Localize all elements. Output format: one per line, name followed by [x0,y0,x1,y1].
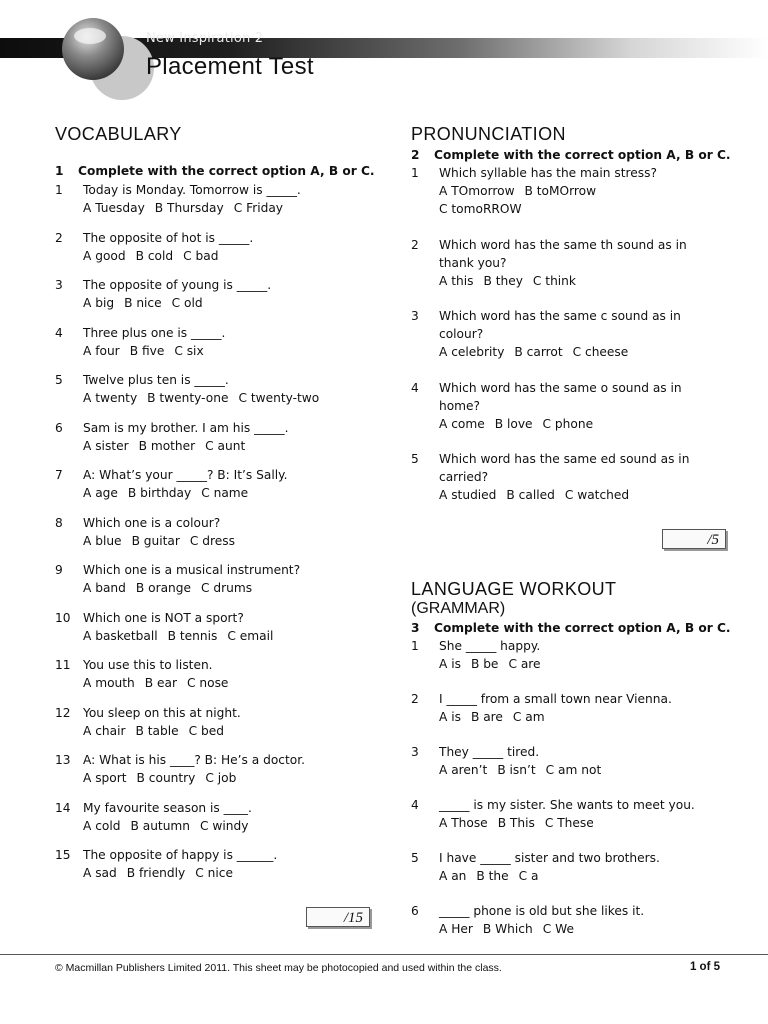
answer-options [83,532,375,550]
answer-options [439,814,741,832]
answer-option[interactable]: C windy [200,818,249,833]
question-text: I _____ from a small town near Vienna. [439,692,672,706]
answer-options [83,294,375,312]
answer-option[interactable]: C dress [189,533,235,548]
question-number: 5 [411,851,419,865]
question-text: You use this to listen. [83,658,213,672]
question-number: 5 [411,452,419,466]
answer-option[interactable]: A mouth [83,676,135,690]
question-number: 11 [55,658,71,672]
question-item [411,796,741,832]
answer-option[interactable]: B Which [482,922,533,936]
question-text: Three plus one is _____. [83,325,226,340]
answer-option[interactable]: B they [483,273,523,288]
question-text: Sam is my brother. I am his _____. [83,420,289,435]
question-item [55,609,375,645]
answer-option[interactable]: A Those [439,816,488,830]
answer-options [439,272,741,290]
question-text: I have _____ sister and two brothers. [439,851,660,865]
answer-option[interactable]: B country [136,771,196,785]
question-number: 9 [55,563,63,577]
answer-option[interactable]: C nose [187,676,229,690]
question-item [411,307,741,361]
answer-options [83,627,375,645]
answer-option[interactable]: B nice [124,296,162,310]
answer-option[interactable]: B toMOrrow [524,184,597,198]
answer-option[interactable]: C am [512,710,545,724]
question-text: A: What’s your _____? B: It’s Sally. [83,468,288,482]
answer-option[interactable]: B guitar [131,533,180,548]
question-number: 7 [55,468,63,482]
answer-option[interactable]: B This [497,816,535,830]
question-item [411,849,741,885]
question-item [55,751,375,787]
answer-option[interactable]: B twenty-one [147,391,229,405]
answer-options [439,486,741,504]
answer-options [439,200,741,218]
answer-option[interactable]: A age [83,486,118,500]
question-item [411,743,741,779]
answer-option[interactable]: A big [83,296,115,310]
question-number: 2 [411,692,419,706]
question-item [55,514,375,550]
copyright-text: © Macmillan Publishers Limited 2011. This sheet may be photocopied and used within the class. [55,962,502,974]
pronunciation-section [411,124,741,504]
section-title: PRONUNCIATION [411,124,566,144]
answer-options [83,864,375,882]
answer-options [83,722,375,740]
question-item [55,656,375,692]
answer-option[interactable]: B ear [144,676,177,690]
answer-option[interactable]: A twenty [83,391,138,405]
answer-option[interactable]: A blue [83,533,122,548]
answer-option[interactable]: C bad [183,248,219,263]
question-number: 3 [411,309,419,323]
instruction-text: Complete with the correct option A, B or C. [78,164,375,178]
answer-option[interactable]: A chair [83,723,126,738]
question-number: 4 [411,798,419,812]
score-box[interactable]: /5 [662,529,726,549]
grammar-list [411,637,741,938]
answer-option[interactable]: A Tuesday [83,201,145,215]
answer-options [83,484,375,502]
answer-option[interactable]: C think [532,273,576,288]
question-number: 5 [55,373,63,387]
instruction-text: Complete with the correct option A, B or C. [434,621,731,635]
question-item [55,704,375,740]
question-number: 14 [55,800,71,815]
question-item [411,637,741,673]
question-text: Which word has the same ed sound as in [439,452,690,466]
question-text: Today is Monday. Tomorrow is _____. [83,183,301,197]
answer-option[interactable]: A an [439,869,467,883]
question-item [55,561,375,597]
answer-option[interactable]: B called [506,488,555,502]
question-text: Which one is NOT a sport? [83,610,244,625]
exercise-number: 3 [411,621,420,635]
answer-option[interactable]: B carrot [514,345,563,359]
question-text-continued: home? [439,398,481,413]
answer-option[interactable]: C a [518,869,539,883]
series-name: New Inspiration 2 [146,31,264,46]
answer-options [439,867,741,885]
answer-option[interactable]: C tomoRROW [439,202,522,216]
answer-option[interactable]: C bed [188,723,224,738]
answer-options [439,920,741,938]
answer-options [83,342,375,360]
answer-option[interactable]: A four [83,343,120,358]
question-text: Which syllable has the main stress? [439,166,657,180]
score-box[interactable]: /15 [306,907,370,927]
exercise-instruction [55,163,375,180]
question-number: 8 [55,515,63,530]
answer-option[interactable]: A is [439,710,461,724]
answer-options [83,389,375,407]
answer-option[interactable]: C am not [545,763,602,777]
exercise-instruction [411,620,741,637]
answer-option[interactable]: B cold [135,248,174,263]
answer-options [439,182,741,200]
question-number: 4 [55,325,63,340]
question-text: My favourite season is ____. [83,800,252,815]
question-item [55,371,375,407]
answer-option[interactable]: C six [174,343,204,358]
answer-options [439,708,741,726]
question-number: 2 [411,237,419,252]
question-number: 1 [411,639,419,653]
question-item [55,799,375,835]
answer-option[interactable]: C phone [542,416,594,431]
question-item [411,379,741,433]
answer-option[interactable]: B friendly [126,866,186,880]
answer-option[interactable]: A aren’t [439,763,488,777]
question-text: You sleep on this at night. [83,705,241,720]
answer-option[interactable]: C email [227,628,274,643]
question-item [55,419,375,455]
answer-option[interactable]: B five [129,343,165,358]
answer-option[interactable]: C These [544,816,594,830]
question-item [411,690,741,726]
answer-option[interactable]: C drums [201,581,253,595]
question-number: 3 [411,745,419,759]
question-item [55,466,375,502]
question-text: Which word has the same o sound as in [439,380,682,395]
exercise-instruction [411,147,741,164]
question-number: 2 [55,230,63,245]
page-title: Placement Test [146,53,314,80]
answer-options [83,199,375,217]
question-item [411,164,741,218]
instruction-text: Complete with the correct option A, B or C. [434,148,731,162]
answer-option[interactable]: B Thursday [154,201,224,215]
question-text: _____ is my sister. She wants to meet you. [439,798,695,812]
answer-option[interactable]: A TOmorrow [439,184,515,198]
question-text: Which word has the same th sound as in [439,237,687,252]
answer-option[interactable]: C job [205,771,237,785]
question-text-continued: thank you? [439,255,507,270]
answer-option[interactable]: A come [439,416,485,431]
question-item [55,846,375,882]
answer-option[interactable]: C are [508,657,541,671]
answer-option[interactable]: A good [83,248,126,263]
answer-option[interactable]: A sister [83,438,129,453]
question-item [411,902,741,938]
answer-options [83,247,375,265]
question-number: 13 [55,753,71,767]
exercise-number: 2 [411,148,420,162]
answer-option[interactable]: A basketball [83,628,158,643]
question-text: The opposite of young is _____. [83,278,272,292]
answer-options [83,769,375,787]
answer-option[interactable]: B autumn [130,818,191,833]
answer-option[interactable]: C name [201,486,249,500]
question-item [411,236,741,290]
answer-option[interactable]: A cold [83,818,121,833]
answer-options [439,655,741,673]
question-number: 1 [55,183,63,197]
answer-options [439,761,741,779]
answer-option[interactable]: B orange [135,581,192,595]
question-number: 10 [55,610,71,625]
answer-option[interactable]: B are [470,710,503,724]
section-title: LANGUAGE WORKOUT [411,579,617,599]
answer-option[interactable]: B love [494,416,533,431]
answer-options [439,343,741,361]
answer-option[interactable]: A sad [83,866,117,880]
vocabulary-list [55,181,375,882]
answer-option[interactable]: B tennis [167,628,218,643]
answer-option[interactable]: A band [83,581,126,595]
answer-option[interactable]: C old [171,296,203,310]
answer-option[interactable]: A studied [439,488,497,502]
question-text: The opposite of happy is ______. [83,848,278,862]
question-text: A: What is his ____? B: He’s a doctor. [83,753,305,767]
question-number: 3 [55,278,63,292]
answer-option[interactable]: A this [439,273,474,288]
answer-option[interactable]: A is [439,657,461,671]
question-number: 4 [411,380,419,395]
answer-options [83,437,375,455]
question-text: Which one is a colour? [83,515,221,530]
answer-option[interactable]: B be [470,657,499,671]
question-text: _____ phone is old but she likes it. [439,904,645,918]
question-text: Twelve plus ten is _____. [83,373,229,387]
answer-option[interactable]: C nice [195,866,233,880]
pronunciation-list [411,164,741,504]
answer-options [83,817,375,835]
section-subtitle: (GRAMMAR) [411,600,506,617]
answer-option[interactable]: C cheese [572,345,629,359]
question-number: 6 [55,420,63,435]
answer-option[interactable]: A sport [83,771,127,785]
circle-logo [60,16,160,102]
question-text: She _____ happy. [439,639,541,653]
answer-options [83,674,375,692]
exercise-number: 1 [55,164,64,178]
answer-option[interactable]: A celebrity [439,345,505,359]
answer-option[interactable]: B birthday [127,486,192,500]
answer-options [439,415,741,433]
answer-option[interactable]: C We [542,922,574,936]
answer-options [83,579,375,597]
question-item [55,229,375,265]
answer-option[interactable]: C Friday [233,201,284,215]
answer-option[interactable]: B mother [138,438,196,453]
answer-option[interactable]: B table [135,723,179,738]
answer-option[interactable]: C aunt [205,438,246,453]
question-text: The opposite of hot is _____. [83,230,254,245]
question-item [55,324,375,360]
question-item [55,276,375,312]
question-text-continued: colour? [439,327,484,341]
question-item [55,181,375,217]
question-number: 12 [55,705,71,720]
section-title: VOCABULARY [55,124,182,144]
answer-option[interactable]: B the [476,869,509,883]
question-text: Which word has the same c sound as in [439,309,681,323]
question-number: 15 [55,848,71,862]
question-text: Which one is a musical instrument? [83,563,301,577]
answer-option[interactable]: A Her [439,922,473,936]
answer-option[interactable]: B isn’t [497,763,536,777]
question-text: They _____ tired. [439,745,540,759]
question-item [411,450,741,504]
vocabulary-section [55,124,375,882]
question-number: 6 [411,904,419,918]
footer-divider [0,954,768,955]
answer-option[interactable]: C twenty-two [238,391,320,405]
question-number: 1 [411,166,419,180]
answer-option[interactable]: C watched [564,488,630,502]
question-text-continued: carried? [439,470,489,484]
page-number: 1 of 5 [689,961,720,973]
grammar-section [411,579,741,938]
